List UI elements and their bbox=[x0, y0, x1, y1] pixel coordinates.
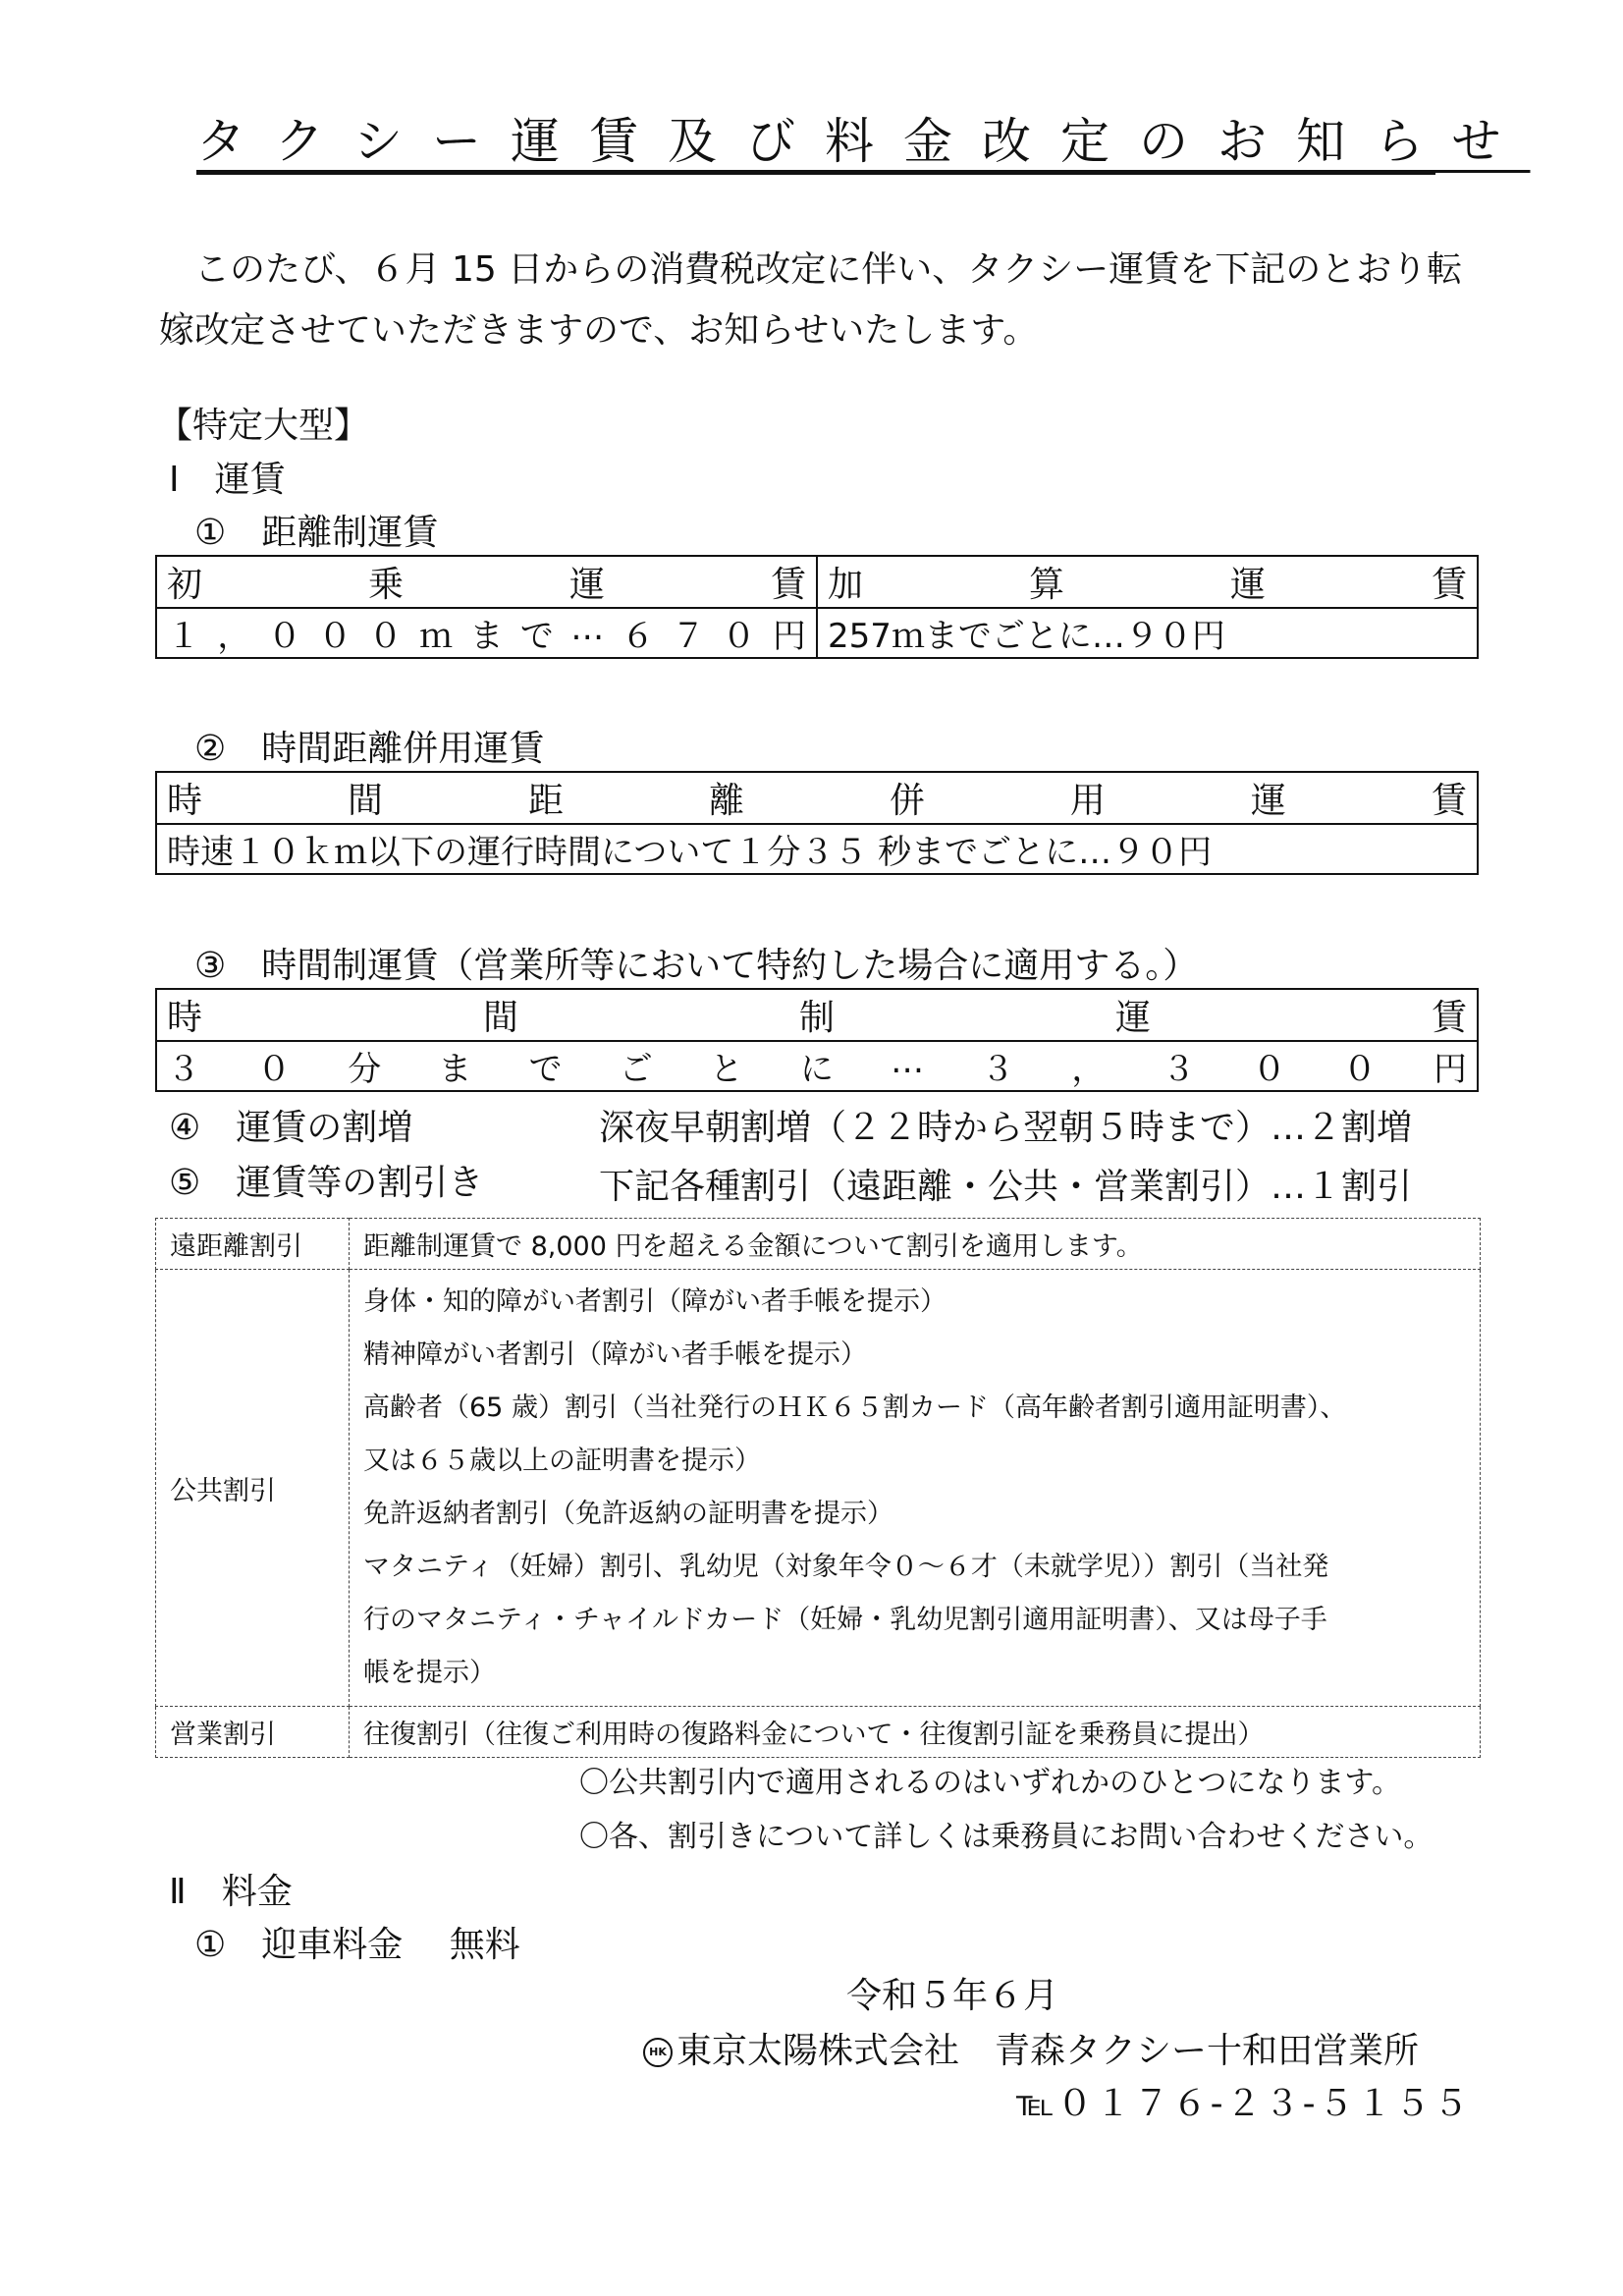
char: 時 bbox=[167, 998, 203, 1038]
public-line: 高齢者（65 歳）割引（当社発行のＨＫ６５割カード（高年齢者割引適用証明書）、 bbox=[363, 1393, 1347, 1423]
distance-value-cell-2 bbox=[817, 608, 1478, 658]
char: 分 bbox=[348, 1050, 382, 1089]
time-fare-head-cell bbox=[156, 989, 1478, 1041]
page-title: タクシー運賃及び料金改定のお知らせ bbox=[196, 113, 1531, 170]
surcharge-label: ④ 運賃の割増 bbox=[169, 1108, 413, 1148]
discount-table bbox=[155, 1218, 1481, 1758]
char: 距 bbox=[527, 781, 564, 821]
distance-value-cell-1 bbox=[156, 608, 817, 658]
char: 運 bbox=[1250, 781, 1286, 821]
char: … bbox=[570, 609, 605, 648]
title-underline bbox=[196, 173, 1435, 175]
time-fare-head bbox=[167, 990, 1467, 1040]
char: 運 bbox=[1114, 998, 1151, 1038]
char: ０ bbox=[257, 1050, 292, 1089]
time-fare-table bbox=[155, 988, 1479, 1092]
char: … bbox=[891, 1042, 925, 1081]
time-distance-fare-table bbox=[155, 771, 1479, 875]
char: ま bbox=[469, 617, 504, 656]
char: 算 bbox=[1028, 565, 1064, 605]
public-line: 行のマタニティ・チャイルドカード（妊婦・乳幼児割引適用証明書）、又は母子手 bbox=[363, 1605, 1327, 1635]
char: ０ bbox=[267, 617, 301, 656]
char: ６ bbox=[621, 617, 655, 656]
distance-fare-heading: ① 距離制運賃 bbox=[194, 513, 439, 553]
char: ， bbox=[1071, 1050, 1106, 1089]
discount-label: ⑤ 運賃等の割引き bbox=[169, 1163, 484, 1203]
char: 円 bbox=[1433, 1050, 1467, 1089]
public-line: 帳を提示） bbox=[363, 1658, 496, 1688]
char: ７ bbox=[672, 617, 706, 656]
char: ｍ bbox=[419, 617, 454, 656]
time-fare-value-cell bbox=[156, 1041, 1478, 1091]
char: ０ bbox=[1342, 1050, 1377, 1089]
char: 加 bbox=[828, 565, 864, 605]
company-logo-icon: HK bbox=[643, 2038, 673, 2067]
char: 併 bbox=[889, 781, 925, 821]
discount-text: 下記各種割引（遠距離・公共・営業割引）…１割引 bbox=[599, 1167, 1413, 1207]
char: と bbox=[709, 1050, 743, 1089]
business-discount-label: 営業割引 bbox=[156, 1707, 350, 1758]
char: ０ bbox=[1252, 1050, 1286, 1089]
char: で bbox=[519, 617, 554, 656]
char: ０ bbox=[368, 617, 403, 656]
distance-head-cell-2 bbox=[817, 556, 1478, 608]
public-line: マタニティ（妊婦）割引、乳幼児（対象年令０～６才（未就学児））割引（当社発 bbox=[363, 1552, 1329, 1582]
time-fare-value bbox=[167, 1042, 1467, 1090]
char: ３ bbox=[167, 1050, 200, 1089]
char: 乗 bbox=[367, 565, 404, 605]
char: 運 bbox=[568, 565, 605, 605]
char: 間 bbox=[347, 781, 383, 821]
company-name: 東京太陽株式会社 青森タクシー十和田営業所 bbox=[676, 2031, 1420, 2071]
time-fare-heading: ③ 時間制運賃（営業所等において特約した場合に適用する。） bbox=[194, 946, 1199, 986]
public-line: 又は６５歳以上の証明書を提示） bbox=[363, 1446, 761, 1476]
char: ０ bbox=[722, 617, 756, 656]
initial-fare-head bbox=[167, 557, 806, 607]
long-distance-label: 遠距離割引 bbox=[156, 1219, 350, 1270]
char: ０ bbox=[318, 617, 352, 656]
section-charges-heading: Ⅱ 料金 bbox=[169, 1872, 293, 1912]
long-distance-text: 距離制運賃で 8,000 円を超える金額について割引を適用します。 bbox=[350, 1219, 1481, 1270]
char: 賃 bbox=[1431, 565, 1467, 605]
distance-head-cell-1 bbox=[156, 556, 817, 608]
phone-number: ℡０１７６-２３-５１５５ bbox=[1016, 2084, 1472, 2124]
time-distance-value: 時速１０ｋｍ以下の運行時間について１分３５ 秒までごとに…９０円 bbox=[167, 833, 1213, 872]
char: 時 bbox=[167, 781, 203, 821]
intro-paragraph: このたび、６月 15 日からの消費税改定に伴い、タクシー運賃を下記のとおり転嫁改定させていただきますので、お知らせいたします。 bbox=[159, 249, 1463, 351]
time-distance-head-cell bbox=[156, 772, 1478, 824]
public-discount-lines bbox=[350, 1270, 1481, 1707]
business-discount-text: 往復割引（往復ご利用時の復路料金について・往復割引証を乗務員に提出） bbox=[350, 1707, 1481, 1758]
note-2: 〇各、割引きについて詳しくは乗務員にお問い合わせください。 bbox=[579, 1820, 1434, 1854]
added-fare-value: 257ｍまでごとに…９０円 bbox=[828, 617, 1225, 656]
char: １ bbox=[167, 617, 200, 656]
char: 賃 bbox=[1431, 781, 1467, 821]
char: で bbox=[528, 1050, 563, 1089]
char: 円 bbox=[772, 617, 806, 656]
pickup-charge: ① 迎車料金 無料 bbox=[194, 1925, 520, 1965]
char: ３ bbox=[1162, 1050, 1196, 1089]
char: 用 bbox=[1069, 781, 1106, 821]
category-label: 【特定大型】 bbox=[157, 406, 370, 446]
char: 賃 bbox=[1431, 998, 1467, 1038]
company-line bbox=[643, 2023, 1419, 2073]
char: 初 bbox=[167, 565, 203, 605]
surcharge-text: 深夜早朝割増（２２時から翌朝５時まで）…２割増 bbox=[599, 1108, 1413, 1148]
char: ま bbox=[438, 1050, 472, 1089]
char: 離 bbox=[708, 781, 744, 821]
char: ， bbox=[217, 617, 251, 656]
distance-fare-table bbox=[155, 555, 1479, 659]
char: 間 bbox=[482, 998, 518, 1038]
time-distance-fare-heading: ② 時間距離併用運賃 bbox=[194, 729, 545, 769]
public-line: 身体・知的障がい者割引（障がい者手帳を提示） bbox=[363, 1286, 947, 1317]
char: 賃 bbox=[770, 565, 806, 605]
date: 令和５年６月 bbox=[846, 1976, 1059, 2016]
initial-fare-value bbox=[167, 609, 806, 657]
char: 制 bbox=[798, 998, 835, 1038]
time-distance-value-cell bbox=[156, 824, 1478, 874]
char: ３ bbox=[981, 1050, 1015, 1089]
char: 運 bbox=[1229, 565, 1266, 605]
time-distance-head bbox=[167, 773, 1467, 823]
char: に bbox=[799, 1050, 834, 1089]
public-line: 精神障がい者割引（障がい者手帳を提示） bbox=[363, 1339, 867, 1370]
section-fares-heading: Ⅰ 運賃 bbox=[169, 460, 286, 500]
note-1: 〇公共割引内で適用されるのはいずれかのひとつになります。 bbox=[579, 1766, 1401, 1800]
char: ご bbox=[619, 1050, 653, 1089]
public-discount-label: 公共割引 bbox=[156, 1270, 350, 1707]
added-fare-head bbox=[828, 557, 1467, 607]
public-line: 免許返納者割引（免許返納の証明書を提示） bbox=[363, 1499, 893, 1529]
